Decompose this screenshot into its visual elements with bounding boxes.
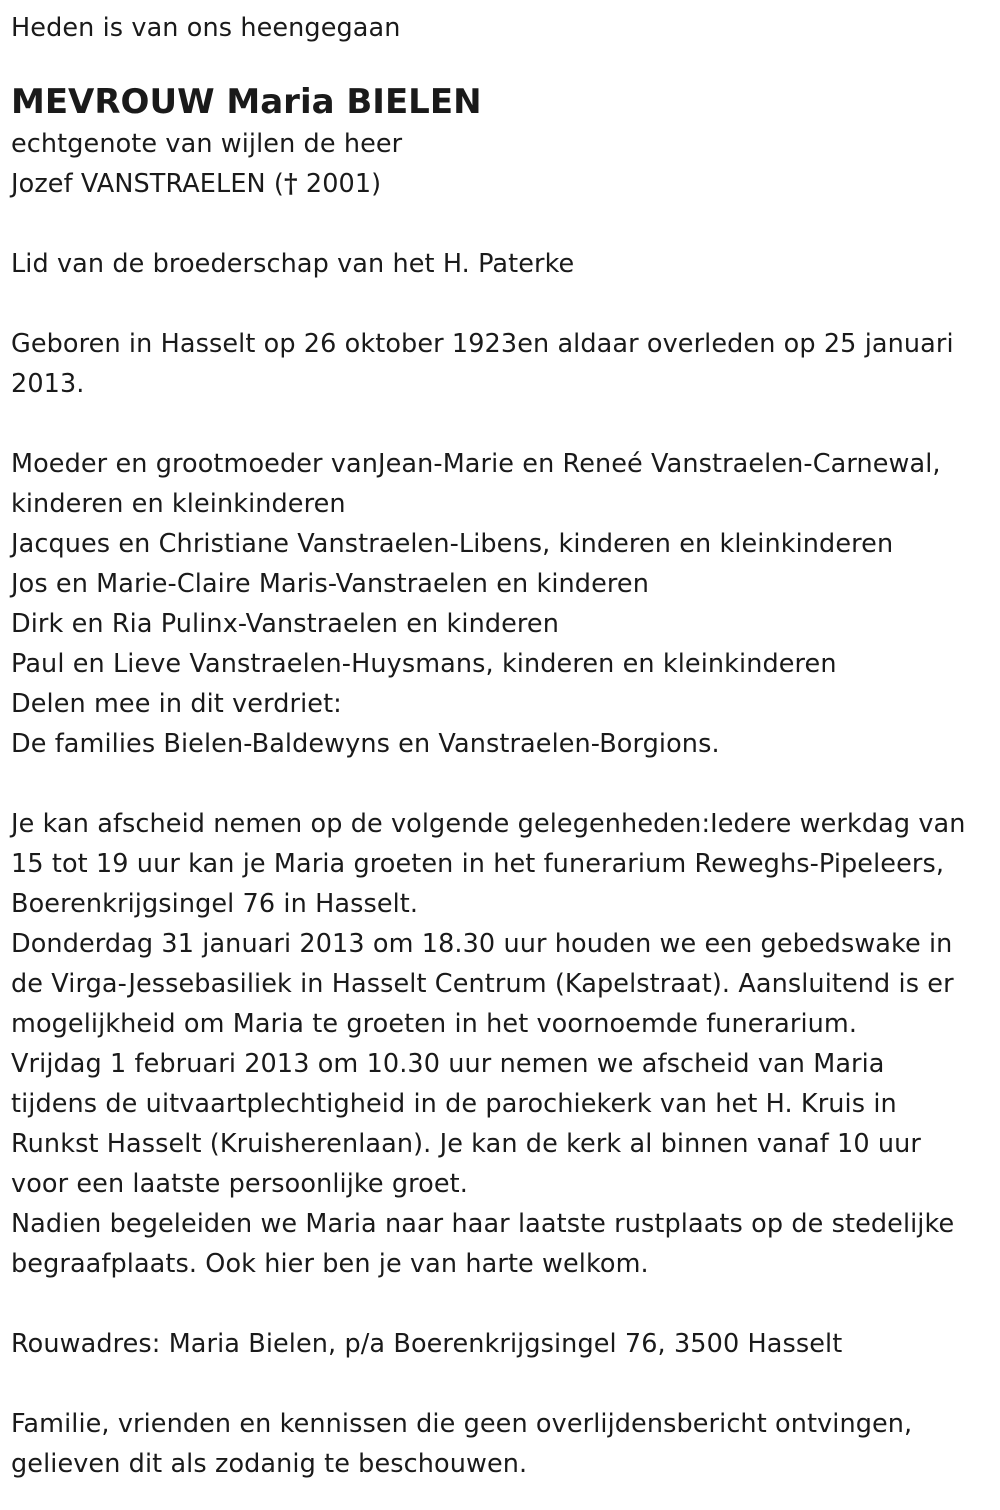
spacer [11,764,1000,804]
spouse-death-year: 2001) [297,169,382,199]
membership-text: Lid van de broederschap van het H. Paterke [11,249,575,279]
farewell-line: 15 tot 19 uur kan je Maria groeten in het funerarium Reweghs-Pipeleers, [11,849,945,879]
farewell-line: Donderdag 31 januari 2013 om 18.30 uur houden we een gebedswake in [11,929,953,959]
family-line: De families Bielen-Baldewyns en Vanstraelen-Borgions. [11,729,720,759]
spouse-name-line [11,164,1000,204]
family-section [11,444,1000,764]
closing-section [11,1404,1000,1484]
farewell-line: Runkst Hasselt (Kruisherenlaan). Je kan de kerk al binnen vanaf 10 uur [11,1129,921,1159]
family-line: Dirk en Ria Pulinx-Vanstraelen en kinderen [11,609,559,639]
farewell-line: voor een laatste persoonlijke groet. [11,1169,468,1199]
spacer [11,1284,1000,1324]
mourning-address: Rouwadres: Maria Bielen, p/a Boerenkrijgsingel 76, 3500 Hasselt [11,1329,843,1359]
farewell-line: Je kan afscheid nemen op de volgende gelegenheden:Iedere werkdag van [11,809,966,839]
farewell-line: tijdens de uitvaartplechtigheid in de parochiekerk van het H. Kruis in [11,1089,897,1119]
spacer [11,404,1000,444]
spouse-name: Jozef VANSTRAELEN ( [11,169,284,199]
birth-death-line: 2013. [11,369,85,399]
cross-icon: † [283,169,298,199]
farewell-line: Boerenkrijgsingel 76 in Hasselt. [11,889,419,919]
farewell-section [11,804,1000,1284]
farewell-line: Nadien begeleiden we Maria naar haar laatste rustplaats op de stedelijke [11,1209,955,1239]
family-line: Jacques en Christiane Vanstraelen-Libens, kinderen en kleinkinderen [11,529,894,559]
closing-line: gelieven dit als zodanig te beschouwen. [11,1449,528,1479]
family-line: Delen mee in dit verdriet: [11,689,342,719]
farewell-line: Vrijdag 1 februari 2013 om 10.30 uur nemen we afscheid van Maria [11,1049,885,1079]
intro-text: Heden is van ons heengegaan [11,13,401,43]
family-line: Moeder en grootmoeder vanJean-Marie en Reneé Vanstraelen-Carnewal, [11,449,941,479]
birth-death-line: Geboren in Hasselt op 26 oktober 1923en aldaar overleden op 25 januari [11,329,954,359]
family-line: Jos en Marie-Claire Maris-Vanstraelen en kinderen [11,569,649,599]
spacer [11,284,1000,324]
spacer [11,204,1000,244]
deceased-name: MEVROUW Maria BIELEN [11,82,482,122]
spacer [11,1364,1000,1404]
closing-line: Familie, vrienden en kennissen die geen overlijdensbericht ontvingen, [11,1409,913,1439]
farewell-line: de Virga-Jessebasiliek in Hasselt Centrum (Kapelstraat). Aansluitend is er [11,969,954,999]
family-line: kinderen en kleinkinderen [11,489,346,519]
farewell-line: mogelijkheid om Maria te groeten in het voornoemde funerarium. [11,1009,858,1039]
family-line: Paul en Lieve Vanstraelen-Huysmans, kinderen en kleinkinderen [11,649,837,679]
farewell-line: begraafplaats. Ook hier ben je van harte welkom. [11,1249,649,1279]
spouse-line: echtgenote van wijlen de heer [11,129,403,159]
